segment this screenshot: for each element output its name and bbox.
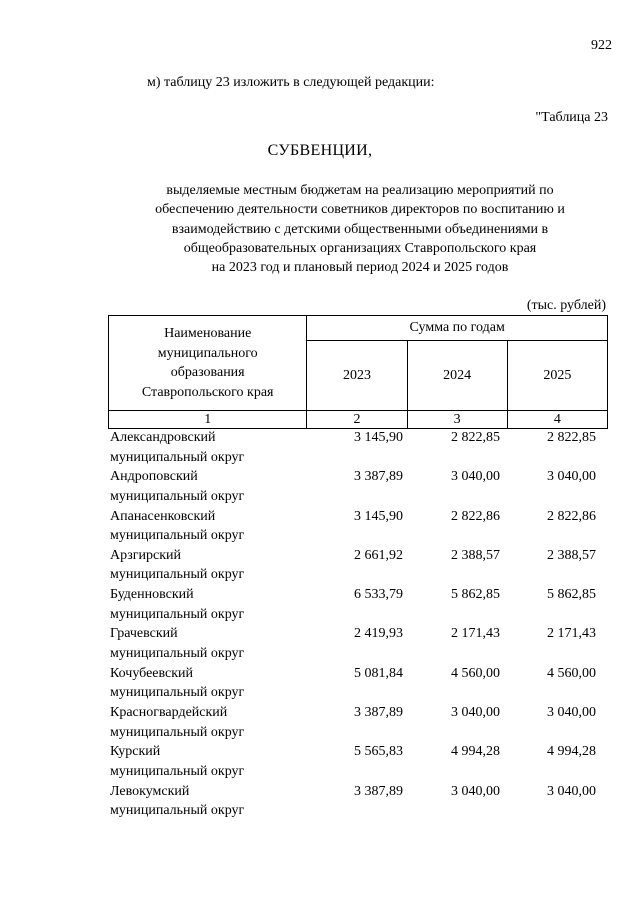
table-label: "Таблица 23 <box>535 110 608 125</box>
name-line: муниципальный округ <box>110 763 245 779</box>
name-line: Арзгирский <box>110 547 182 563</box>
value-2023: 2 661,92 <box>354 547 403 563</box>
name-line: муниципальный округ <box>110 528 245 544</box>
header-name-line: Наименование <box>164 326 252 341</box>
table-row <box>108 664 608 703</box>
table-row <box>108 546 608 585</box>
value-2025: 3 040,00 <box>547 783 596 799</box>
table-row <box>108 507 608 546</box>
name-line: Левокумский <box>110 783 190 799</box>
value-2023: 2 419,93 <box>354 626 403 642</box>
table-row <box>108 703 608 742</box>
name-line: муниципальный округ <box>110 488 245 504</box>
value-2025: 3 040,00 <box>547 469 596 485</box>
value-2024: 2 822,86 <box>451 508 500 524</box>
units-label: (тыс. рублей) <box>526 298 606 313</box>
document-subtitle <box>120 181 600 277</box>
value-2024: 4 560,00 <box>451 665 500 681</box>
value-2025: 5 862,85 <box>547 587 596 603</box>
municipality-name <box>110 664 310 703</box>
value-2023: 3 387,89 <box>354 783 403 799</box>
name-line: муниципальный округ <box>110 449 245 465</box>
value-2024: 2 171,43 <box>451 626 500 642</box>
name-line: Андроповский <box>110 469 198 485</box>
table-row <box>108 782 608 821</box>
value-2024: 2 388,57 <box>451 547 500 563</box>
value-2025: 4 994,28 <box>547 744 596 760</box>
subtitle-line: на 2023 год и плановый период 2024 и 2025 годов <box>211 260 509 276</box>
value-2025: 3 040,00 <box>547 705 596 721</box>
value-2023: 3 145,90 <box>354 508 403 524</box>
value-2025: 2 171,43 <box>547 626 596 642</box>
value-2024: 3 040,00 <box>451 783 500 799</box>
header-name-cell <box>109 316 307 411</box>
name-line: Грачевский <box>110 626 178 642</box>
column-number: 2 <box>307 411 407 429</box>
name-line: Красногвардейский <box>110 705 228 721</box>
header-year-2025: 2025 <box>507 341 607 411</box>
municipality-name <box>110 507 310 546</box>
municipality-name <box>110 742 310 781</box>
table-row <box>108 428 608 467</box>
column-number: 1 <box>109 411 307 429</box>
municipality-name <box>110 782 310 821</box>
name-line: муниципальный округ <box>110 685 245 701</box>
value-2024: 4 994,28 <box>451 744 500 760</box>
table-row <box>108 742 608 781</box>
value-2025: 2 822,85 <box>547 430 596 445</box>
value-2023: 6 533,79 <box>354 587 403 603</box>
table-header <box>108 315 608 429</box>
header-group-cell: Сумма по годам <box>307 316 608 341</box>
header-name-line: муниципального <box>157 345 258 361</box>
municipality-name <box>110 585 310 624</box>
value-2024: 5 862,85 <box>451 587 500 603</box>
value-2023: 3 387,89 <box>354 469 403 485</box>
name-line: Буденновский <box>110 587 194 603</box>
value-2023: 3 145,90 <box>354 430 403 445</box>
value-2024: 3 040,00 <box>451 705 500 721</box>
name-line: муниципальный округ <box>110 606 245 622</box>
column-number: 3 <box>407 411 507 429</box>
municipality-name <box>110 546 310 585</box>
value-2025: 2 822,86 <box>547 508 596 524</box>
value-2024: 2 822,85 <box>451 430 500 445</box>
table-row <box>108 624 608 663</box>
table-row <box>108 585 608 624</box>
column-number: 4 <box>507 411 607 429</box>
subtitle-line: выделяемые местным бюджетам на реализацию мероприятий по <box>166 183 554 198</box>
table-body <box>108 428 608 821</box>
value-2023: 5 565,83 <box>354 744 403 760</box>
document-title: СУБВЕНЦИИ, <box>267 142 373 159</box>
name-line: Апанасенковский <box>110 508 216 524</box>
name-line: муниципальный округ <box>110 646 245 662</box>
municipality-name <box>110 467 310 506</box>
name-line: Александровский <box>110 430 216 445</box>
municipality-name <box>110 703 310 742</box>
header-name-line: образования <box>170 365 245 380</box>
name-line: муниципальный округ <box>110 803 245 819</box>
value-2025: 4 560,00 <box>547 665 596 681</box>
subtitle-line: обеспечению деятельности советников директоров по воспитанию и <box>155 202 565 218</box>
header-year-2024: 2024 <box>407 341 507 411</box>
subtitle-line: общеобразовательных организациях Ставропольского края <box>183 240 537 256</box>
subtitle-line: взаимодействию с детскими общественными объединениями в <box>171 221 549 237</box>
value-2024: 3 040,00 <box>451 469 500 485</box>
page-number: 922 <box>591 38 612 53</box>
name-line: муниципальный округ <box>110 724 245 740</box>
intro-text: м) таблицу 23 изложить в следующей редакции: <box>147 75 435 90</box>
municipality-name <box>110 428 310 467</box>
municipality-name <box>110 624 310 663</box>
table-row <box>108 467 608 506</box>
value-2023: 3 387,89 <box>354 705 403 721</box>
header-year-2023: 2023 <box>307 341 407 411</box>
name-line: муниципальный округ <box>110 567 245 583</box>
name-line: Кочубеевский <box>110 665 194 681</box>
header-name-line: Ставропольского края <box>141 384 274 400</box>
value-2023: 5 081,84 <box>354 665 403 681</box>
value-2025: 2 388,57 <box>547 547 596 563</box>
name-line: Курский <box>110 744 161 760</box>
